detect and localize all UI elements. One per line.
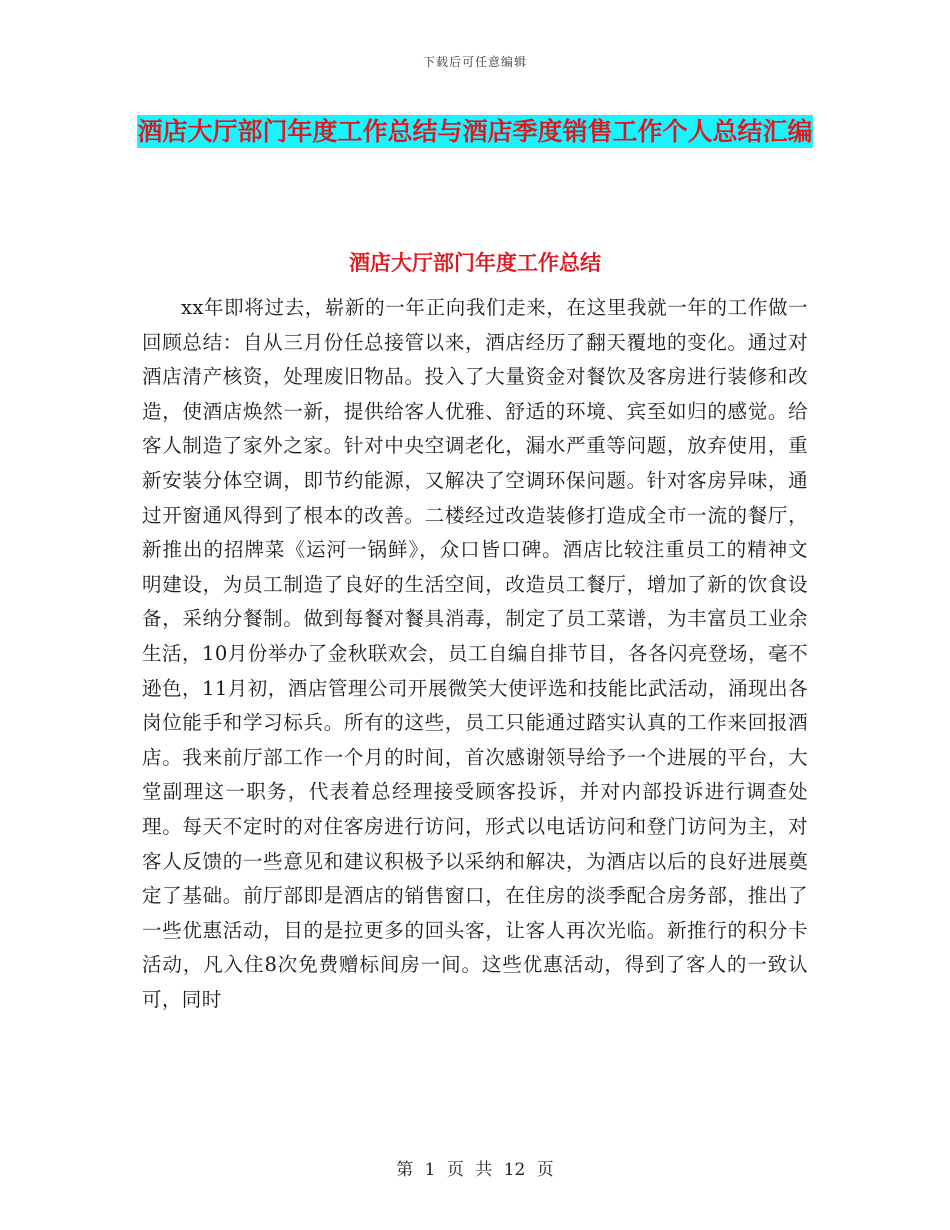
page-number-footer: 第 1 页 共 12 页 (396, 1160, 554, 1180)
body-paragraph: xx年即将过去，崭新的一年正向我们走来，在这里我就一年的工作做一回顾总结：自从三月份任总接管以来，酒店经历了翻天覆地的变化。通过对酒店清产核资，处理废旧物品。投入了大量资金对餐饮及客房进行装修和改造，使酒店焕然一新，提供给客人优雅、舒适的环境、宾至如归的感觉。给客人制造了家外之家。针对中央空调老化，漏水严重等问题，放弃使用，重新安装分体空调，即节约能源，又解决了空调环保问题。针对客房异味，通过开窗通风得到了根本的改善。二楼经过改造装修打造成全市一流的餐厅，新推出的招牌菜《运河一锅鲜》，众口皆口碑。酒店比较注重员工的精神文明建设，为员工制造了良好的生活空间，改造员工餐厅，增加了新的饮食设备，采纳分餐制。做到每餐对餐具消毒，制定了员工菜谱，为丰富员工业余生活，10月份举办了金秋联欢会，员工自编自排节目，各各闪亮登场，毫不逊色，11月初，酒店管理公司开展微笑大使评选和技能比武活动，涌现出各岗位能手和学习标兵。所有的这些，员工只能通过踏实认真的工作来回报酒店。我来前厅部工作一个月的时间，首次感谢领导给予一个进展的平台，大堂副理这一职务，代表着总经理接受顾客投诉，并对内部投诉进行调查处理。每天不定时的对住客房进行访问，形式以电话访问和登门访问为主，对客人反馈的一些意见和建议积极予以采纳和解决，为酒店以后的良好进展奠定了基础。前厅部即是酒店的销售窗口，在住房的淡季配合房务部，推出了一些优惠活动，目的是拉更多的回头客，让客人再次光临。新推行的积分卡活动，凡入住8次免费赠标间房一间。这些优惠活动，得到了客人的一致认可，同时 (142, 296, 808, 1011)
document-title-text: 酒店大厅部门年度工作总结与酒店季度销售工作个人总结汇编 (137, 117, 813, 146)
section-title: 酒店大厅部门年度工作总结 (349, 250, 601, 275)
document-title (120, 110, 830, 154)
page-header-note: 下载后可任意编辑 (422, 55, 527, 69)
